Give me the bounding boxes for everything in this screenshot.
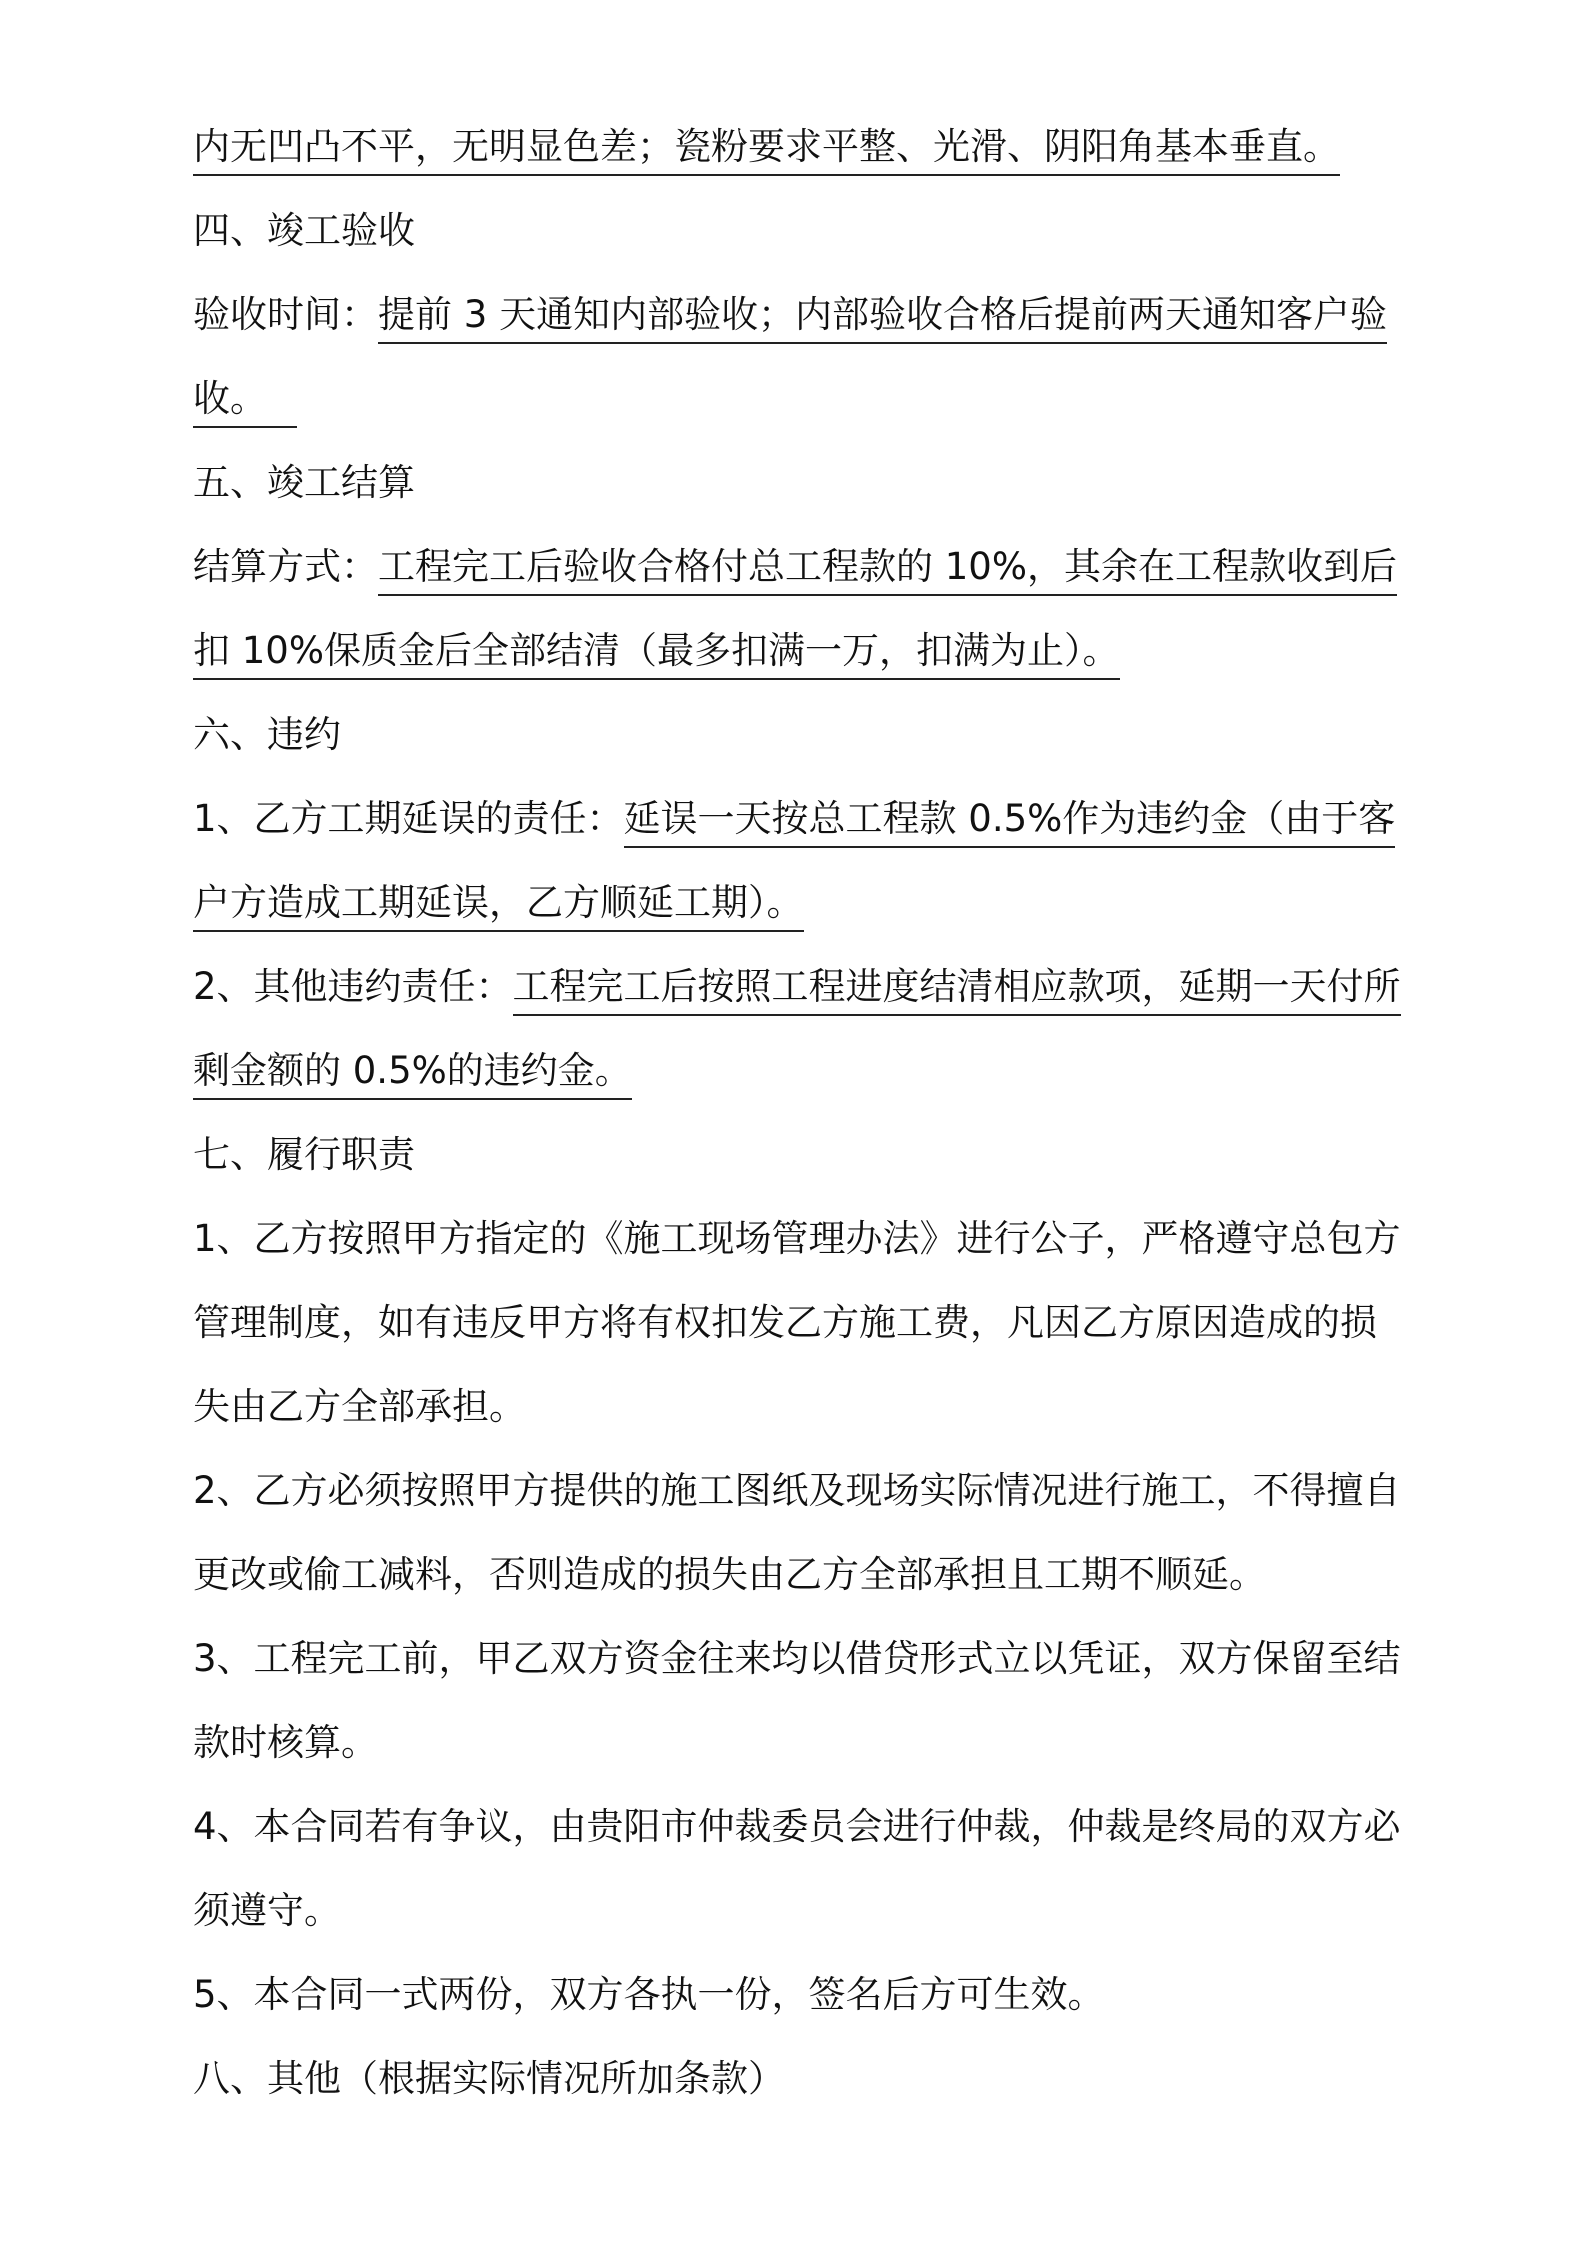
text-line: 5、本合同一式两份，双方各执一份，签名后方可生效。 xyxy=(193,1973,1105,2016)
text-line: 4、本合同若有争议，由贵阳市仲裁委员会进行仲裁，仲裁是终局的双方必 xyxy=(193,1805,1401,1848)
text-line xyxy=(193,291,1387,339)
text-line xyxy=(193,1047,632,1095)
filled-clause: 户方造成工期延误，乙方顺延工期）。 xyxy=(193,881,804,932)
filled-clause: 剩金额的 0.5%的违约金。 xyxy=(193,1049,632,1100)
text-line: 1、乙方按照甲方指定的《施工现场管理办法》进行公子，严格遵守总包方 xyxy=(193,1217,1401,1260)
filled-clause: 收。 xyxy=(193,377,297,428)
section-heading: 七、履行职责 xyxy=(193,1133,415,1176)
text-line xyxy=(193,963,1401,1011)
field-label: 2、其他违约责任： xyxy=(193,965,513,1008)
filled-clause: 内无凹凸不平，无明显色差；瓷粉要求平整、光滑、阴阳角基本垂直。 xyxy=(193,125,1340,176)
text-line: 款时核算。 xyxy=(193,1721,378,1764)
text-line: 更改或偷工减料，否则造成的损失由乙方全部承担且工期不顺延。 xyxy=(193,1553,1266,1596)
text-line xyxy=(193,627,1120,675)
filled-clause: 扣 10%保质金后全部结清（最多扣满一万，扣满为止）。 xyxy=(193,629,1120,680)
filled-clause: 延误一天按总工程款 0.5%作为违约金（由于客 xyxy=(624,797,1396,848)
section-heading: 六、违约 xyxy=(193,713,341,756)
text-line xyxy=(193,543,1397,591)
section-heading: 四、竣工验收 xyxy=(193,209,415,252)
text-line xyxy=(193,879,804,927)
section-heading: 五、竣工结算 xyxy=(193,461,415,504)
filled-clause: 工程完工后验收合格付总工程款的 10%，其余在工程款收到后 xyxy=(378,545,1397,596)
text-line xyxy=(193,795,1395,843)
text-line: 管理制度，如有违反甲方将有权扣发乙方施工费，凡因乙方原因造成的损 xyxy=(193,1301,1377,1344)
text-line xyxy=(193,375,297,423)
section-heading: 八、其他（根据实际情况所加条款） xyxy=(193,2057,785,2100)
text-line: 失由乙方全部承担。 xyxy=(193,1385,526,1428)
text-line: 须遵守。 xyxy=(193,1889,341,1932)
text-line: 2、乙方必须按照甲方提供的施工图纸及现场实际情况进行施工，不得擅自 xyxy=(193,1469,1401,1512)
filled-clause: 工程完工后按照工程进度结清相应款项，延期一天付所 xyxy=(513,965,1401,1016)
field-label: 1、乙方工期延误的责任： xyxy=(193,797,624,840)
field-label: 验收时间： xyxy=(193,293,378,336)
text-line: 3、工程完工前，甲乙双方资金往来均以借贷形式立以凭证，双方保留至结 xyxy=(193,1637,1401,1680)
filled-clause: 提前 3 天通知内部验收；内部验收合格后提前两天通知客户验 xyxy=(378,293,1387,344)
field-label: 结算方式： xyxy=(193,545,378,588)
text-line xyxy=(193,123,1340,171)
